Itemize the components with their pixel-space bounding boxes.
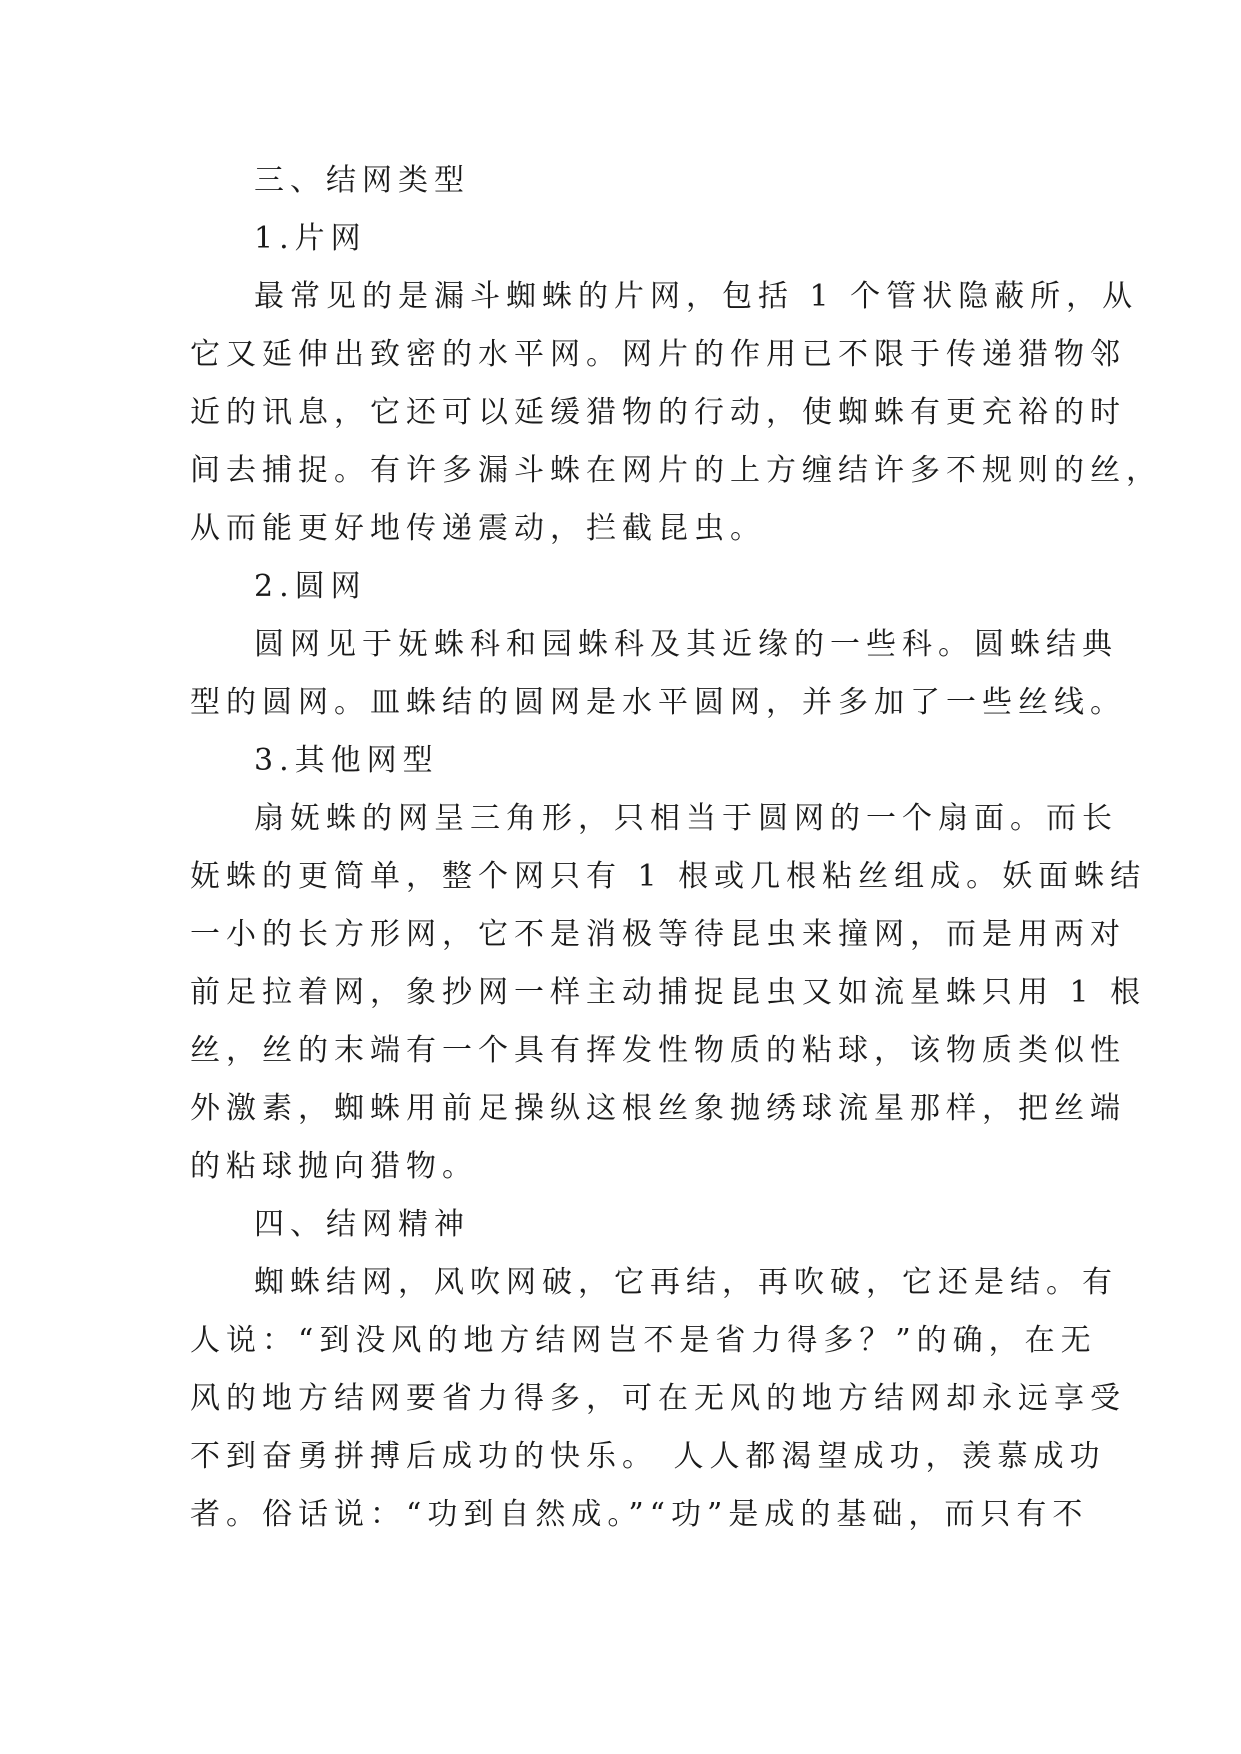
text-line: 它又延伸出致密的水平网。网片的作用已不限于传递猎物邻 — [190, 337, 1126, 372]
text-line: 前足拉着网，象抄网一样主动捕捉昆虫又如流星蛛只用 1 根 — [190, 975, 1147, 1010]
text-line: 近的讯息，它还可以延缓猎物的行动，使蜘蛛有更充裕的时 — [190, 395, 1126, 430]
text-line: 间去捕捉。有许多漏斗蛛在网片的上方缠结许多不规则的丝， — [190, 453, 1162, 488]
subheading-sheet-web: 1.片网 — [254, 221, 367, 256]
section-heading-web-types: 三、结网类型 — [254, 163, 470, 198]
text-line: 者。俗话说：“功到自然成。”“功”是成的基础，而只有不 — [190, 1497, 1089, 1532]
text-line: 人说：“到没风的地方结网岂不是省力得多？”的确，在无 — [190, 1323, 1097, 1358]
text-line: 的粘球抛向猎物。 — [190, 1149, 478, 1184]
text-line: 不到奋勇拼搏后成功的快乐。 人人都渴望成功，羡慕成功 — [190, 1439, 1106, 1474]
subheading-other-webs: 3.其他网型 — [254, 743, 439, 778]
text-line: 从而能更好地传递震动，拦截昆虫。 — [190, 511, 766, 546]
text-line: 最常见的是漏斗蜘蛛的片网，包括 1 个管状隐蔽所，从 — [254, 279, 1139, 314]
text-line: 风的地方结网要省力得多，可在无风的地方结网却永远享受 — [190, 1381, 1126, 1416]
section-heading-web-spirit: 四、结网精神 — [254, 1207, 470, 1242]
text-line: 型的圆网。皿蛛结的圆网是水平圆网，并多加了一些丝线。 — [190, 685, 1126, 720]
document-body — [190, 152, 1162, 1544]
text-line: 圆网见于妩蛛科和园蛛科及其近缘的一些科。圆蛛结典 — [254, 627, 1118, 662]
text-line: 扇妩蛛的网呈三角形，只相当于圆网的一个扇面。而长 — [254, 801, 1118, 836]
text-line: 外激素，蜘蛛用前足操纵这根丝象抛绣球流星那样，把丝端 — [190, 1091, 1126, 1126]
subheading-orb-web: 2.圆网 — [254, 569, 367, 604]
text-line: 一小的长方形网，它不是消极等待昆虫来撞网，而是用两对 — [190, 917, 1126, 952]
text-line: 丝，丝的末端有一个具有挥发性物质的粘球，该物质类似性 — [190, 1033, 1126, 1068]
text-line: 妩蛛的更简单，整个网只有 1 根或几根粘丝组成。妖面蛛结 — [190, 859, 1147, 894]
text-line: 蜘蛛结网，风吹网破，它再结，再吹破，它还是结。有 — [254, 1265, 1118, 1300]
